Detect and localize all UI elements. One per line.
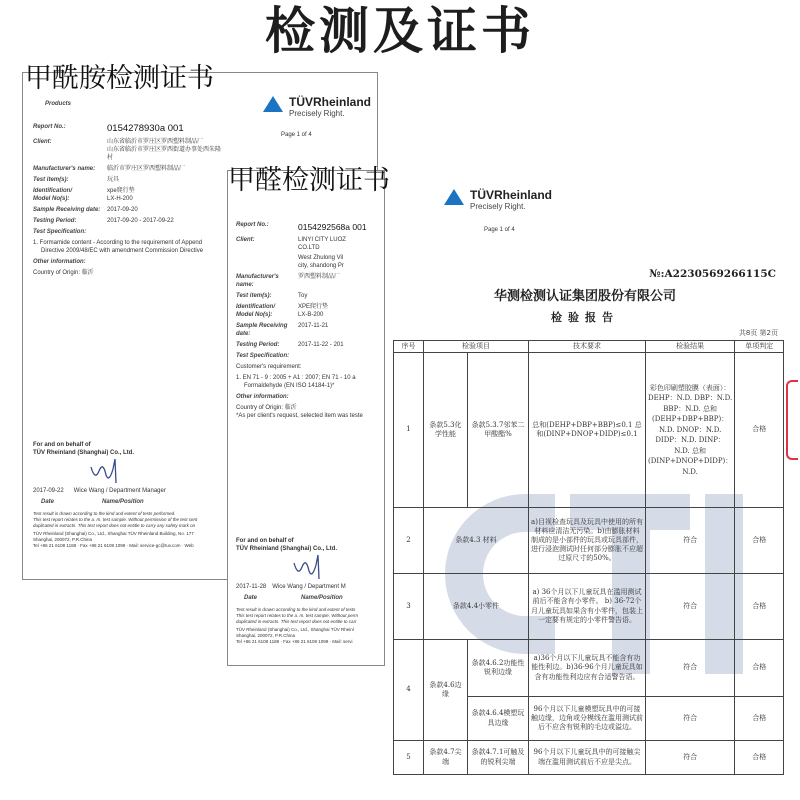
cell-no: 1 [394,353,424,508]
cell-no: 4 [394,640,424,741]
formamide-signoff [33,441,223,549]
formaldehyde-fields [236,221,382,420]
client-line4: city, shandong Pr [298,263,344,269]
cell-verdict: 合格 [735,574,784,640]
cell-item: 条款4.7尖端 [424,741,468,775]
sample-date: 2017-11-21 [298,323,329,329]
other-info-label: Other information: [33,259,86,265]
cell-requirement: 96个月以下儿童玩具中的可接触尖端在滥用测试前后不应是尖点。 [529,741,646,775]
cell-verdict: 合格 [735,741,784,775]
cti-inspection-report [385,262,800,800]
client-line1: LINYI CITY LUOZ [298,237,346,243]
behalf-line2: TÜV Rheinland (Shanghai) Co., Ltd. [33,450,134,456]
country-origin: Country of Origin: 临沂 [33,270,94,276]
brand-name: TÜVRheinland [470,188,553,202]
cell-subitem: 条款4.6.4模塑玩具边缘 [468,697,529,741]
header-no: 序号 [394,341,424,353]
header-result: 检验结果 [646,341,735,353]
cell-item: 条款4.4小零件 [424,574,529,640]
manufacturer: 临沂市罗庄区罗西塑料制品厂 [107,166,186,172]
cell-no: 2 [394,508,424,574]
cell-requirement: a)36个月以下儿童玩具不能含有功能性利边。b)36-96个月儿童玩具如含有功能性利边应有合适警告语。 [529,640,646,697]
cell-verdict: 合格 [735,508,784,574]
testing-period: 2017-09-20 - 2017-09-22 [107,218,174,224]
formaldehyde-cert-title: 甲醛检测证书 [228,165,390,196]
brand-slogan: Precisely Right. [289,109,345,118]
client-line3: West Zhulong Vil [298,255,344,261]
table-row [394,353,784,508]
formaldehyde-signoff [236,537,382,645]
tuv-triangle-icon [263,96,283,112]
name-label: Name/Position [301,595,343,601]
company-name: 华测检测认证集团股份有限公司 [493,289,676,304]
report-number: №:A2230569266115C [649,268,776,280]
model-label: Model No(s): [33,196,70,202]
testing-period-label: Testing Period: [236,342,280,348]
footer-line4: TÜV Rheinland (Shanghai) Co., Ltd., Shanghai TÜV Rheinland Building, No. 177 [33,531,194,536]
formaldehyde-page-number: Page 1 of 4 [484,227,515,233]
header-requirement: 技术要求 [529,341,646,353]
footer-line3: duplicated in extracts. This test report does not entitle to carr [236,619,357,624]
cell-no: 5 [394,741,424,775]
table-row [394,741,784,775]
test-item-label: Test item(s): [236,293,272,299]
cell-verdict: 合格 [735,697,784,741]
spec-line2: Directive 2009/48/EC with amendment Commission Directive [41,248,204,254]
header-verdict: 单项判定 [735,341,784,353]
table-row [394,640,784,697]
tuv-logo-2 [444,188,552,212]
cell-item: 条款4.6边缘 [424,640,468,741]
page-title: 检测及证书 [265,2,535,60]
footer-line4: TÜV Rheinland (Shanghai) Co., Ltd., Shanghai TÜV Rheinl [236,627,354,632]
client-label: Client: [33,139,52,145]
behalf-line1: For and on behalf of [33,442,91,448]
formamide-cert-title: 甲酰胺检测证书 [25,63,214,94]
cell-result: 符合 [646,697,735,741]
identification-label: Identification/ [33,188,72,194]
spec-line1: 1. Formamide content - According to the requirement of Append [33,240,203,246]
test-item: Toy [298,293,308,299]
footer-line3: duplicated in extracts. This test report does not entitle to carry any safety mark on [33,523,196,528]
formaldehyde-certificate [227,170,385,666]
page-info: 共8页 第2页 [738,329,778,337]
footer-line5: Shanghai, 200072, P.R.China [33,537,92,542]
footer-line1: Test result is drawn according to the kind and extent of tests performed. [33,511,176,516]
client-label: Client: [236,237,255,243]
cell-requirement: a) 36个月以下儿童玩具在滥用测试前后不能含有小零件。 b) 36-72个月儿童玩具如果含有小零件，包装上一定要有规定的小零件警告语。 [529,574,646,640]
footer-line2: This test report relates to the a. m. test sample. Without permission of the test cent [33,517,198,522]
cell-requirement: 总和(DEHP+DBP+BBP)≤0.1 总和(DINP+DNOP+DIDP)≤0.1 [529,353,646,508]
red-stamp [786,380,798,460]
date-label: Date [244,595,258,601]
inspection-table [393,340,784,775]
sample-date-label: Sample Receiving date: [33,207,101,213]
sign-date: 2017-09-22 [33,488,64,494]
report-no: 0154292568a 001 [298,222,367,232]
test-item-label: Test item(s): [33,177,69,183]
cell-item: 条款5.3化学性能 [424,353,468,508]
cell-requirement: 96个月以下儿童模塑玩具中的可接触边缘，边角或分模线在滥用测试前后不应含有锐利的毛边或溢边。 [529,697,646,741]
footer-line6: Tel +86 21 6108 1188 · Fax +86 21 6108 1099 · Mail: service-gc@tuv.com · Web [33,543,194,548]
date-label: Date [41,499,55,505]
table-row [394,574,784,640]
cell-subitem: 条款4.7.1可触及的锐利尖端 [468,741,529,775]
page-number: Page 1 of 4 [281,132,312,138]
signature [89,457,129,485]
cell-result: 彩色印刷塑胶膜（表面）：DEHP：N.D. DBP：N.D. BBP：N.D. 总和(DEHP+DBP+BBP)：N.D. DNOP：N.D. DIDP：N.D. DINP：N.D. 总和(DINP+DNOP+DIDP)：N.D. [646,353,735,508]
testing-period-label: Testing Period: [33,218,77,224]
signer: Wice Wang / Department Manager [73,488,166,494]
header-item: 检验项目 [424,341,529,353]
signature [292,553,332,581]
model: LX-B-200 [298,312,324,318]
customer-requirement: Customer's requirement: [236,364,302,370]
country-origin: Country of Origin: 临沂 [236,405,297,411]
report-subtitle: 检验报告 [551,311,619,324]
testing-period: 2017-11-22 - 201 [298,342,344,348]
manufacturer-label: Manufacturer's name: [33,166,96,172]
cell-subitem: 条款5.3.7邻苯二甲酸酯% [468,353,529,508]
client-line2: 山东省临沂市罗庄区罗西街道办事处西朱隆村 [107,147,222,161]
test-spec-label: Test Specification: [33,229,87,235]
table-row [394,508,784,574]
footer-line2: This test report relates to the a. m. test sample. Without perm [236,613,359,618]
model-label: Model No(s): [236,312,273,318]
brand-slogan: Precisely Right. [470,202,526,211]
spec-line2: Formaldehyde (EN ISO 14184-1)* [244,383,335,389]
cell-no: 3 [394,574,424,640]
other-info-label: Other information: [236,394,289,400]
cell-item: 条款4.3 材料 [424,508,529,574]
sample-date: 2017-09-20 [107,207,138,213]
test-spec-label: Test Specification: [236,353,290,359]
report-no: 0154278930a 001 [107,123,184,134]
client-line1: 山东省临沂市罗庄区罗西塑料制品厂 [107,139,204,145]
section-label: Products [45,101,72,107]
cell-result: 符合 [646,741,735,775]
footer-line5: Shanghai, 200072, P.R.China [236,633,295,638]
footer-line1: Test result is drawn according to the kind and extent of tests [236,607,356,612]
behalf-line2: TÜV Rheinland (Shanghai) Co., Ltd. [236,546,337,552]
table-header-row [394,341,784,353]
model: LX-H-200 [107,196,133,202]
report-no-label: Report No.: [33,124,66,130]
identification: XPE爬行垫 [298,304,329,310]
client-line2: CO.LTD [298,245,320,251]
manufacturer-label: Manufacturer's name: [236,274,279,288]
cell-subitem: 条款4.6.2功能性锐利边缘 [468,640,529,697]
sample-date-label: Sample Receiving date: [236,323,288,337]
identification: xpe爬行垫 [107,188,135,194]
brand-name: TÜVRheinland [289,95,372,109]
sign-date: 2017-11-28 [236,584,267,590]
cell-result: 符合 [646,640,735,697]
formamide-fields [33,123,223,277]
manufacturer: 罗西塑料制品厂 [298,274,341,280]
cell-result: 符合 [646,574,735,640]
client-request-note: *As per client's request, selected item was teste [236,413,363,419]
tuv-logo [263,95,371,119]
cell-result: 符合 [646,508,735,574]
behalf-line1: For and on behalf of [236,538,294,544]
tuv-triangle-icon [444,189,464,205]
signer: Wice Wang / Department M [272,584,346,590]
name-label: Name/Position [102,499,144,505]
cell-requirement: a)目视检查玩具及玩具中使用的所有材料应清洁无污染。b)由膨胀材料制成的是小部件的玩具或玩具部件，进行浸泡测试时任何部分膨胀不应超过原尺寸的50%。 [529,508,646,574]
cell-verdict: 合格 [735,353,784,508]
test-item: 玩具 [107,177,120,183]
identification-label: Identification/ [236,304,275,310]
footer-line6: Tel +86 21 6108 1188 · Fax +86 21 6108 1099 · Mail: servi [236,639,353,644]
cell-verdict: 合格 [735,640,784,697]
spec-line1: 1. EN 71 - 9 : 2005 + A1 : 2007; EN 71 - 10 a [236,375,356,381]
report-no-label: Report No.: [236,222,269,228]
